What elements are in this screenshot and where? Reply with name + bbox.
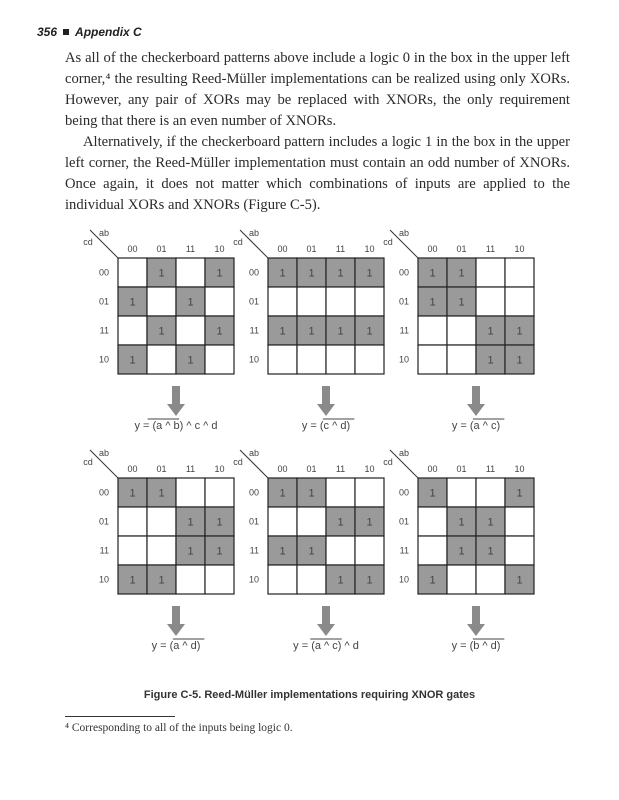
kmap-cell	[147, 536, 176, 565]
kmap-cell-one: 1	[187, 354, 194, 367]
kmap-cell-one: 1	[487, 354, 494, 367]
kmap-row-label: 11	[249, 325, 259, 336]
kmap-cell	[268, 345, 297, 374]
kmap-cell	[268, 507, 297, 536]
kmap-col-label: 01	[306, 464, 317, 474]
kmap-cell	[326, 287, 355, 316]
kmap-cell-one: 1	[429, 574, 436, 587]
kmap-cell-one: 1	[366, 325, 373, 338]
kmap-col-label: 00	[427, 244, 438, 254]
kmap-row-label: 11	[99, 545, 109, 556]
kmap-4	[83, 448, 234, 652]
section-title: Appendix C	[75, 25, 142, 39]
kmap-cell-one: 1	[429, 487, 436, 500]
kmap-col-label: 00	[127, 244, 138, 254]
kmap-cell-one: 1	[337, 574, 344, 587]
kmap-col-label: 10	[364, 244, 375, 254]
kmap-cell-one: 1	[516, 574, 523, 587]
kmap-cell	[147, 287, 176, 316]
down-arrow-icon	[467, 606, 485, 636]
kmap-col-label: 00	[127, 464, 138, 474]
footnote-rule	[65, 716, 175, 717]
kmap-col-label: 11	[335, 244, 346, 254]
kmap-col-label: 10	[514, 464, 525, 474]
kmap-cell	[268, 287, 297, 316]
kmap-cell	[326, 478, 355, 507]
kmap-col-label: 11	[335, 464, 346, 474]
kmap-cell	[205, 478, 234, 507]
down-arrow-icon	[167, 606, 185, 636]
kmap-cell	[355, 287, 384, 316]
kmap-cell-one: 1	[487, 516, 494, 529]
kmap-cell-one: 1	[366, 267, 373, 280]
kmap-cell-one: 1	[487, 545, 494, 558]
kmap-row-label: 00	[98, 487, 109, 498]
kmap-cell	[118, 507, 147, 536]
kmap-cell	[205, 287, 234, 316]
kmap-row-label: 11	[399, 325, 409, 336]
kmap-row-label: 00	[248, 487, 259, 498]
kmap-3	[383, 228, 534, 432]
kmap-cell-one: 1	[458, 267, 465, 280]
down-arrow-icon	[317, 386, 335, 416]
kmap-ab-label: ab	[398, 228, 410, 238]
kmap-col-label: 00	[427, 464, 438, 474]
kmap-cell-one: 1	[216, 267, 223, 280]
kmap-cell-one: 1	[158, 487, 165, 500]
kmap-cell	[447, 565, 476, 594]
kmap-cell-one: 1	[129, 354, 136, 367]
kmap-cd-label: cd	[233, 237, 243, 247]
kmap-cell-one: 1	[366, 574, 373, 587]
kmap-row-label: 10	[248, 574, 259, 585]
kmap-equation: y = (a ^ b) ^ c ^ d	[134, 420, 218, 432]
kmap-1	[83, 228, 234, 432]
kmap-cell	[268, 565, 297, 594]
kmap-cell-one: 1	[337, 267, 344, 280]
kmap-cell-one: 1	[158, 325, 165, 338]
kmap-cell-one: 1	[337, 516, 344, 529]
kmap-cell	[418, 345, 447, 374]
kmap-cell	[355, 345, 384, 374]
kmap-ab-label: ab	[98, 228, 110, 238]
kmap-cell-one: 1	[279, 545, 286, 558]
kmap-row-label: 01	[98, 296, 109, 307]
kmap-cell	[505, 287, 534, 316]
kmap-row-label: 01	[398, 296, 409, 307]
kmap-col-label: 10	[214, 464, 225, 474]
kmap-cell-one: 1	[279, 487, 286, 500]
kmap-cell	[326, 536, 355, 565]
kmap-cell	[418, 507, 447, 536]
kmap-cell	[505, 507, 534, 536]
kmap-cd-label: cd	[233, 457, 243, 467]
kmap-cell	[476, 287, 505, 316]
kmap-cell	[297, 287, 326, 316]
footnote: ⁴ Corresponding to all of the inputs being logic 0.	[65, 722, 293, 734]
kmap-cell-one: 1	[216, 516, 223, 529]
kmap-cell	[476, 258, 505, 287]
kmap-cell-one: 1	[216, 325, 223, 338]
kmap-row-label: 10	[398, 574, 409, 585]
kmap-cell-one: 1	[308, 267, 315, 280]
kmap-cell	[476, 478, 505, 507]
kmap-cell-one: 1	[129, 574, 136, 587]
kmap-ab-label: ab	[98, 448, 110, 458]
kmap-cell	[476, 565, 505, 594]
paragraph-1: As all of the checkerboard patterns above include a logic 0 in the box in the upper left corner,⁴ the resulting Reed-Müller implementations can be realized using only XORs. However, any pair of XORs may be replaced with XNORs, the only requirement being that there is an even number of XNORs.	[65, 50, 570, 129]
page-number: 356	[37, 25, 58, 39]
kmap-cell-one: 1	[458, 296, 465, 309]
kmap-6	[383, 448, 534, 652]
kmap-cell-one: 1	[187, 545, 194, 558]
kmap-row-label: 10	[98, 574, 109, 585]
kmap-cell-one: 1	[366, 516, 373, 529]
kmap-col-label: 01	[156, 464, 167, 474]
kmap-cell	[118, 258, 147, 287]
kmap-col-label: 01	[456, 464, 467, 474]
kmap-row-label: 10	[98, 354, 109, 365]
kmap-equation: y = (c ^ d)	[301, 420, 351, 432]
kmap-col-label: 11	[185, 464, 196, 474]
kmap-equation: y = (a ^ c)	[451, 420, 501, 432]
kmap-cell-one: 1	[279, 325, 286, 338]
kmap-row-label: 01	[398, 516, 409, 527]
kmap-col-label: 00	[277, 464, 288, 474]
kmap-cd-label: cd	[383, 237, 393, 247]
kmap-col-label: 10	[214, 244, 225, 254]
kmap-cell-one: 1	[308, 487, 315, 500]
kmap-cell-one: 1	[487, 325, 494, 338]
kmap-cell-one: 1	[187, 516, 194, 529]
kmap-cell	[118, 316, 147, 345]
kmap-cell-one: 1	[187, 296, 194, 309]
kmap-row-label: 11	[399, 545, 409, 556]
kmap-cell-one: 1	[516, 325, 523, 338]
kmap-cell	[418, 316, 447, 345]
kmap-cell-one: 1	[429, 296, 436, 309]
kmap-cell-one: 1	[429, 267, 436, 280]
kmap-row-label: 01	[98, 516, 109, 527]
kmap-cell-one: 1	[337, 325, 344, 338]
kmap-cell-one: 1	[158, 267, 165, 280]
kmap-col-label: 11	[185, 244, 196, 254]
kmap-cell	[447, 478, 476, 507]
kmap-cell	[447, 316, 476, 345]
kmap-row-label: 11	[99, 325, 109, 336]
kmap-cd-label: cd	[83, 237, 93, 247]
kmap-cell-one: 1	[158, 574, 165, 587]
kmap-2	[233, 228, 384, 432]
kmap-5	[233, 448, 384, 652]
kmap-col-label: 10	[364, 464, 375, 474]
kmap-equation: y = (b ^ d)	[451, 640, 501, 652]
kmap-row-label: 10	[248, 354, 259, 365]
kmap-cell	[355, 536, 384, 565]
kmap-cell-one: 1	[516, 487, 523, 500]
kmap-cell	[176, 258, 205, 287]
kmap-cell	[297, 507, 326, 536]
kmap-ab-label: ab	[398, 448, 410, 458]
kmap-col-label: 11	[485, 244, 496, 254]
kmap-cell-one: 1	[516, 354, 523, 367]
kmap-cell-one: 1	[129, 296, 136, 309]
kmap-ab-label: ab	[248, 448, 260, 458]
down-arrow-icon	[467, 386, 485, 416]
kmap-row-label: 00	[248, 267, 259, 278]
kmap-cell	[505, 258, 534, 287]
kmap-cell-one: 1	[458, 545, 465, 558]
kmap-cell	[118, 536, 147, 565]
kmap-cell	[147, 345, 176, 374]
kmap-col-label: 01	[156, 244, 167, 254]
kmap-row-label: 11	[249, 545, 259, 556]
kmap-cell	[418, 536, 447, 565]
kmap-cell-one: 1	[216, 545, 223, 558]
kmap-col-label: 01	[306, 244, 317, 254]
kmap-row-label: 00	[398, 267, 409, 278]
kmap-cell	[355, 478, 384, 507]
kmap-cell	[205, 565, 234, 594]
kmap-equation: y = (a ^ c) ^ d	[293, 640, 359, 652]
kmap-cell	[447, 345, 476, 374]
kmap-cell-one: 1	[129, 487, 136, 500]
kmap-cell-one: 1	[308, 325, 315, 338]
kmap-cd-label: cd	[83, 457, 93, 467]
kmap-cell	[176, 565, 205, 594]
kmap-row-label: 01	[248, 516, 259, 527]
kmap-col-label: 00	[277, 244, 288, 254]
kmap-row-label: 00	[98, 267, 109, 278]
kmap-cd-label: cd	[383, 457, 393, 467]
kmap-cell	[297, 345, 326, 374]
kmap-row-label: 00	[398, 487, 409, 498]
kmap-row-label: 01	[248, 296, 259, 307]
kmap-row-label: 10	[398, 354, 409, 365]
kmap-col-label: 01	[456, 244, 467, 254]
kmap-cell	[297, 565, 326, 594]
kmap-col-label: 11	[485, 464, 496, 474]
kmap-cell-one: 1	[458, 516, 465, 529]
kmap-cell	[176, 316, 205, 345]
down-arrow-icon	[317, 606, 335, 636]
kmap-col-label: 10	[514, 244, 525, 254]
kmap-ab-label: ab	[248, 228, 260, 238]
kmap-cell-one: 1	[308, 545, 315, 558]
kmap-cell	[505, 536, 534, 565]
figure-caption: Figure C-5. Reed-Müller implementations requiring XNOR gates	[143, 689, 476, 701]
kmap-cell-one: 1	[279, 267, 286, 280]
kmap-cell	[147, 507, 176, 536]
kmap-cell	[176, 478, 205, 507]
down-arrow-icon	[167, 386, 185, 416]
paragraph-2: Alternatively, if the checkerboard pattern includes a logic 1 in the box in the upper left corner, the Reed-Müller implementation must contain an odd number of XNORs. Once again, it does not matter which combinations of inputs are applied to the individual XORs and XNORs (Figure C-5).	[65, 134, 570, 213]
kmap-cell	[326, 345, 355, 374]
kmap-equation: y = (a ^ d)	[151, 640, 201, 652]
kmap-cell	[205, 345, 234, 374]
